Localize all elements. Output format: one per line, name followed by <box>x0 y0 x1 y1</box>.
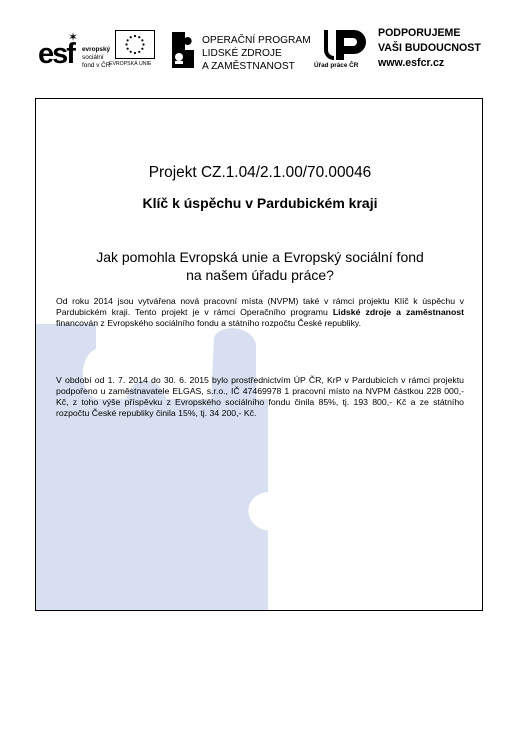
project-code: Projekt CZ.1.04/2.1.00/70.00046 <box>148 164 372 181</box>
paragraph-intro-bold: Lidské zdroje a zaměstnanost <box>332 307 464 317</box>
support-line1: PODPORUJEME <box>378 27 461 39</box>
question-line1: Jak pomohla Evropská unie a Evropský sociální fond <box>96 249 424 265</box>
op-caption-line1: OPERAČNÍ PROGRAM <box>202 35 311 46</box>
up-mark-icon <box>310 28 372 62</box>
eu-flag-icon <box>115 30 155 59</box>
question-line2: na našem úřadu práce? <box>186 267 334 283</box>
header-logos <box>0 0 517 90</box>
op-logo <box>170 28 311 74</box>
esf-logo-text: esf <box>38 38 74 70</box>
puzzle-piece-icon <box>170 30 196 70</box>
paragraph-intro <box>56 296 464 329</box>
esf-caption <box>82 46 110 70</box>
esf-mark <box>38 30 80 70</box>
op-caption-line3: A ZAMĚSTNANOST <box>202 61 295 72</box>
content-frame <box>35 98 483 611</box>
paragraph-intro-part1: Od roku 2014 jsou vytvářena nová pracovní místa (NVPM) také v rámci projektu Klíč k úspěchu v Pardubickém kraji. Tento projekt je v rámci Operačního programu <box>56 296 464 317</box>
star-icon: ✶ <box>68 30 79 44</box>
support-slogan <box>378 26 481 71</box>
support-line3: www.esfcr.cz <box>378 57 445 69</box>
up-caption: Úřad práce ČR <box>314 62 359 69</box>
esf-caption-line3: fond v ČR <box>82 62 111 69</box>
esf-logo <box>38 30 118 78</box>
esf-caption-line1: evropský <box>82 46 111 53</box>
eu-caption: EVROPSKÁ UNIE <box>109 61 152 67</box>
up-logo <box>310 28 372 76</box>
support-line2: VAŠI BUDOUCNOST <box>378 42 481 54</box>
question-heading <box>66 248 454 284</box>
eu-logo <box>109 30 157 74</box>
op-caption <box>202 34 311 73</box>
esf-caption-line2: sociální <box>82 54 104 61</box>
paragraph-funding: V období od 1. 7. 2014 do 30. 6. 2015 bylo prostřednictvím ÚP ČR, KrP v Pardubicích v rámci projektu podpořeno u zaměstnavatele ELGAS, s.r.o., IČ 47469978 1 pracovní místo na NVPM částkou 228 000,- Kč, z toho výše příspěvku z Evropského sociálního fondu činila 85%, tj. 193 800,- Kč a ze státního rozpočtu České republiky činila 15%, tj. 34 200,- Kč. <box>56 375 464 418</box>
document-content <box>36 99 483 611</box>
op-caption-line2: LIDSKÉ ZDROJE <box>202 48 282 59</box>
paragraph-intro-part2: financován z Evropského sociálního fondu a státního rozpočtu České republiky. <box>56 318 362 328</box>
project-title: Klíč k úspěchu v Pardubickém kraji <box>142 195 378 211</box>
